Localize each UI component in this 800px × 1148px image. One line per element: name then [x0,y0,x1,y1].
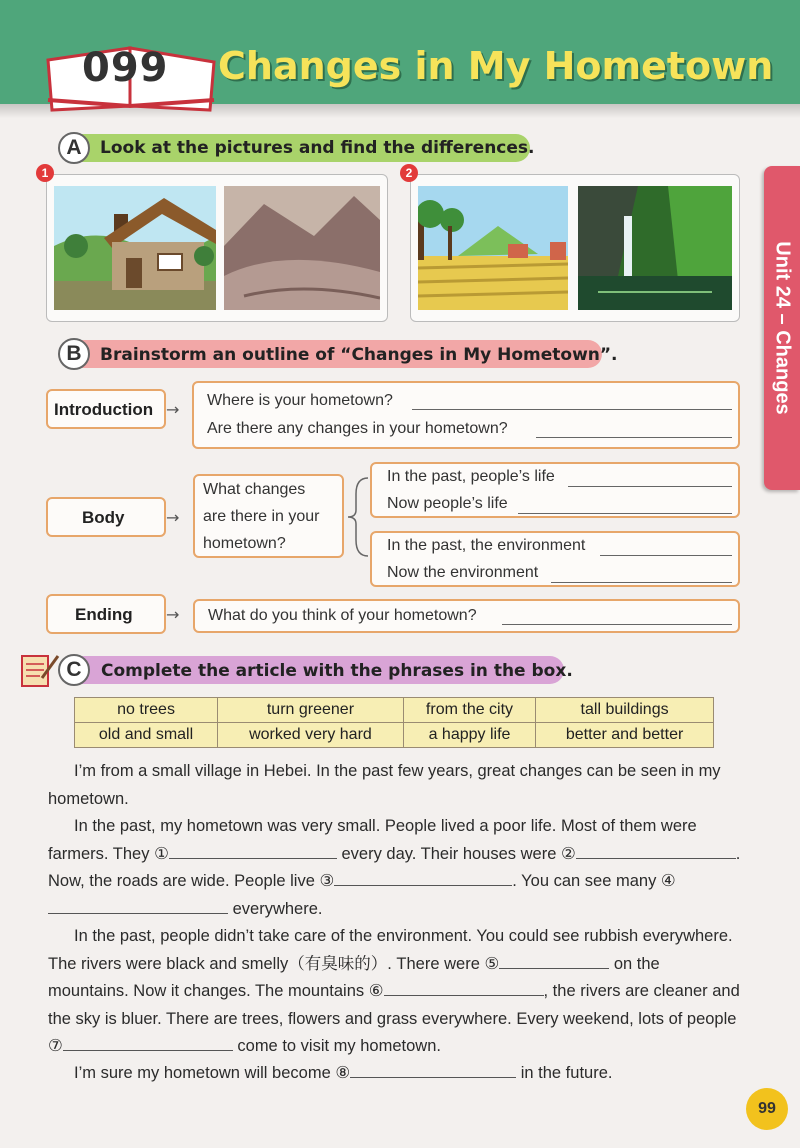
ending-label: Ending [75,605,133,624]
paragraph-text: . Now, the roads are wide. People live [48,844,741,890]
paragraph-text: in the future. [520,1064,613,1082]
body-label: Body [82,508,125,527]
section-b-instruction: Brainstorm an outline of “Changes in My Hometown”. [100,345,618,365]
phrase-cell: tall buildings [536,698,714,723]
phrase-cell: better and better [536,723,714,748]
answer-blank-1[interactable] [169,843,337,859]
article-paragraph-4 [48,1060,744,1088]
answer-line [551,582,732,583]
arrow-icon: → [166,400,180,419]
section-c-instruction: Complete the article with the phrases in the box. [101,661,573,681]
waterfall-forest-picture [578,186,732,310]
answer-line [502,624,732,625]
env-past-text: In the past, the environment [387,537,586,554]
phrase-cell: a happy life [403,723,535,748]
answer-blank-6[interactable] [384,980,544,996]
answer-line [412,409,732,410]
section-a-letter: A [58,132,90,164]
page-title: Changes in My Hometown [218,44,774,88]
paragraph-text: I’m from a small village in Hebei. In the past few years, great changes can be seen in my hometown. [48,762,721,808]
old-house-picture [54,186,216,310]
blank-number-8: ⑧ [335,1064,351,1082]
people-now-text: Now people’s life [387,495,508,512]
blank-number-4: ④ [660,872,676,890]
village-fields-picture [418,186,568,310]
picture-number-2: 2 [400,164,418,182]
blank-number-7: ⑦ [48,1037,63,1055]
blank-number-3: ③ [319,872,335,890]
unit-tab-label: Unit 24 – Changes [771,241,794,415]
arrow-icon: → [166,605,180,624]
blank-number-2: ② [560,844,576,863]
section-c-letter: C [58,654,90,686]
people-past-text: In the past, people’s life [387,468,555,485]
section-b-letter: B [58,338,90,370]
answer-blank-2[interactable] [576,843,736,859]
answer-blank-7[interactable] [63,1035,233,1051]
section-a-instruction: Look at the pictures and find the differences. [100,138,535,158]
paragraph-text: everywhere. [232,899,323,918]
article-paragraph-3 [48,923,744,1061]
answer-line [518,513,732,514]
answer-blank-3[interactable] [334,870,512,886]
phrase-cell: worked very hard [218,723,404,748]
answer-line [536,437,732,438]
introduction-label: Introduction [54,400,154,419]
intro-question-1: Where is your hometown? [207,392,393,409]
body-question-line-3: hometown? [203,535,286,552]
answer-blank-8[interactable] [350,1062,516,1078]
paragraph-text: every day. Their houses were [341,844,557,863]
phrase-cell: turn greener [218,698,404,723]
arrow-icon: → [166,508,180,527]
answer-blank-4[interactable] [48,898,228,914]
intro-question-2: Are there any changes in your hometown? [207,420,508,437]
paragraph-text: In the past, people didn’t take care of the environment. You could see rubbish everywhere. The rivers were black and smelly（有臭味的）. There were [48,927,733,973]
phrase-cell: from the city [403,698,535,723]
paragraph-text: . You can see many [512,872,657,890]
blank-number-5: ⑤ [484,954,500,973]
page-number: 99 [746,1088,788,1130]
writing-icon [20,652,62,688]
body-question-line-2: are there in your [203,508,320,525]
unit-tab [764,166,800,490]
paragraph-text: , the rivers are cleaner and the sky is bluer. There are trees, flowers and grass everywhere. Every weekend, lots of people [48,982,740,1028]
blank-number-6: ⑥ [368,982,384,1000]
bare-mountains-picture [224,186,380,310]
env-now-text: Now the environment [387,564,539,581]
paragraph-text: come to visit my hometown. [237,1037,441,1055]
brace-icon [344,474,370,560]
paragraph-text: on the mountains. Now it changes. The mountains [48,954,660,1000]
phrase-cell: no trees [75,698,218,723]
ending-question: What do you think of your hometown? [208,607,477,624]
lesson-number: 099 [82,45,169,91]
answer-blank-5[interactable] [499,953,609,969]
paragraph-text: I’m sure my hometown will become [74,1064,331,1082]
answer-line [600,555,732,556]
paragraph-text: In the past, my hometown was very small. People lived a poor life. Most of them were farmers. They [48,817,697,863]
blank-number-1: ① [154,844,169,863]
article-paragraph-2 [48,813,744,923]
article-paragraph-1 [48,758,744,813]
phrase-cell: old and small [75,723,218,748]
phrase-box [74,697,714,748]
picture-number-1: 1 [36,164,54,182]
answer-line [568,486,732,487]
body-question-line-1: What changes [203,481,306,498]
